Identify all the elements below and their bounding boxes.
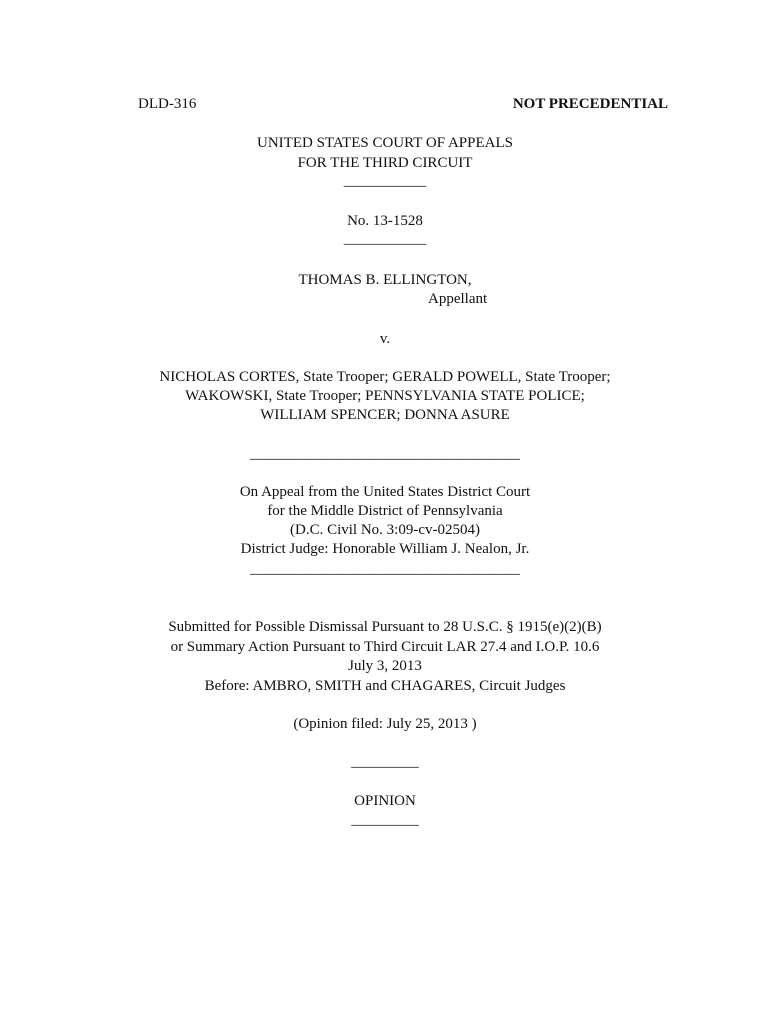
appellant-name: THOMAS B. ELLINGTON,: [298, 272, 472, 288]
separator-2: ___________: [343, 231, 427, 247]
docket-code: DLD-316: [138, 96, 197, 112]
separator-1: ___________: [343, 173, 427, 189]
separator-6: _________: [351, 812, 419, 828]
opinion-title: OPINION: [354, 793, 416, 809]
submission-line3: July 3, 2013: [348, 658, 422, 674]
submission-line2: or Summary Action Pursuant to Third Circuit LAR 27.4 and I.O.P. 10.6: [170, 639, 600, 655]
appellees-line1: NICHOLAS CORTES, State Trooper; GERALD POWELL, State Trooper;: [159, 369, 611, 385]
submission-line1: Submitted for Possible Dismissal Pursuant to 28 U.S.C. § 1915(e)(2)(B): [168, 619, 602, 635]
separator-3: ____________________________________: [250, 446, 520, 462]
submission-line4: Before: AMBRO, SMITH and CHAGARES, Circuit Judges: [204, 678, 566, 694]
appeal-line3: (D.C. Civil No. 3:09-cv-02504): [290, 522, 480, 538]
precedential-status: NOT PRECEDENTIAL: [512, 96, 668, 112]
appeal-line2: for the Middle District of Pennsylvania: [267, 503, 503, 519]
appeal-line4: District Judge: Honorable William J. Nealon, Jr.: [240, 541, 530, 557]
appellant-role: Appellant: [428, 291, 488, 307]
appellees-line2: WAKOWSKI, State Trooper; PENNSYLVANIA STATE POLICE;: [185, 388, 585, 404]
appeal-line1: On Appeal from the United States District Court: [239, 484, 531, 500]
court-name-line2: FOR THE THIRD CIRCUIT: [297, 155, 473, 171]
court-name-line1: UNITED STATES COURT OF APPEALS: [257, 135, 513, 151]
appellees-line3: WILLIAM SPENCER; DONNA ASURE: [260, 407, 510, 423]
case-number: No. 13-1528: [347, 213, 423, 229]
opinion-filed: (Opinion filed: July 25, 2013 ): [293, 716, 477, 732]
versus-label: v.: [379, 331, 391, 347]
separator-5: _________: [351, 754, 419, 770]
separator-4: ____________________________________: [250, 561, 520, 577]
